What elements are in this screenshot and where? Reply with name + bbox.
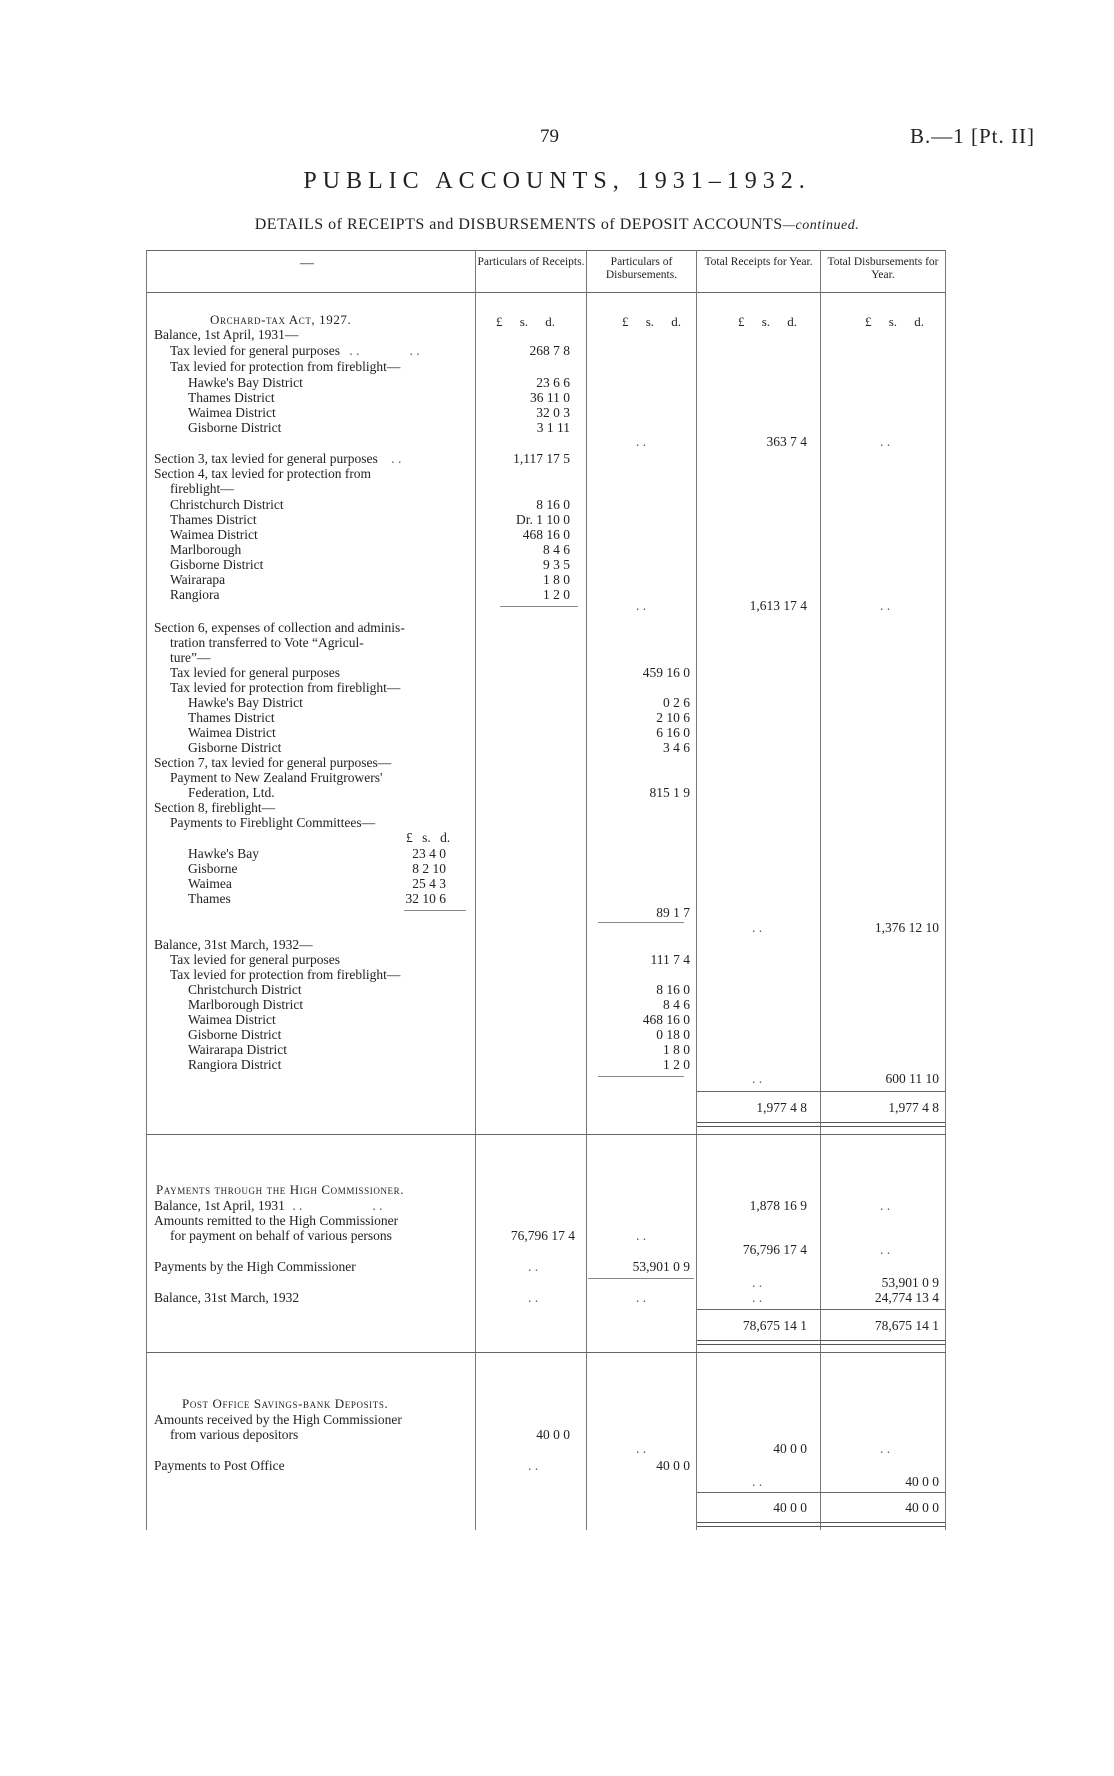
committee-2-amt: 25 4 3 [412,876,446,891]
orchard-d1-3-amt: 3 1 11 [536,420,570,435]
leader-dots: . . [391,451,402,466]
rule-top [146,250,946,251]
hc-balance-open-label: Balance, 1st April, 1931 [154,1198,285,1213]
orchard-s3-amt: 1,117 17 5 [513,451,570,466]
leader-dots: . . [880,1198,891,1213]
leader-dots: . . [752,1275,763,1290]
hc-remit-amt: 76,796 17 4 [510,1228,575,1243]
section-heading-orchard [210,312,351,328]
orchard-d4-2-amt: 468 16 0 [642,1012,690,1027]
orchard-total-1: 363 7 4 [766,434,807,449]
posb-recv-total: 40 0 0 [773,1441,807,1456]
hc-grand-disb: 78,675 14 1 [874,1318,939,1333]
orchard-d2-2: Waimea District [170,527,258,542]
committee-3: Thames [188,891,231,906]
orchard-tax-general [170,343,420,358]
col-total-receipts-head: Total Receipts for Year. [704,256,813,268]
orchard-close-general: Tax levied for general purposes [170,952,340,967]
orchard-d2-6-amt: 1 2 0 [543,587,570,602]
orchard-s3-label: Section 3, tax levied for general purposes [154,451,378,466]
leader-dots: . . [752,920,763,935]
posb-recv-amt: 40 0 0 [536,1427,570,1442]
orchard-d2-3: Marlborough [170,542,242,557]
page-subtitle [0,216,1114,234]
grand-total-rule [697,1492,945,1493]
leader-dots: . . [636,598,647,613]
orchard-close-general-amt: 111 7 4 [650,952,690,967]
grand-total-double-rule [697,1522,945,1527]
posb-recv-b: from various depositors [170,1427,299,1442]
orchard-d4-1: Marlborough District [188,997,304,1012]
orchard-d3-1: Thames District [188,710,275,725]
orchard-s8-b: Payments to Fireblight Committees— [170,815,376,830]
rule-header [146,292,946,293]
leader-dots: . . [752,1474,763,1489]
orchard-tax-fire: Tax levied for protection from fireblight— [170,359,401,374]
subtitle-continued: —continued. [782,218,860,233]
orchard-d4-3: Gisborne District [188,1027,282,1042]
unit-disb: £ s. d. [622,314,682,329]
grand-total-double-rule [697,1122,945,1127]
unit-total-receipts: £ s. d. [738,314,798,329]
orchard-s6-c: ture”— [170,650,211,665]
orchard-d3-0: Hawke's Bay District [188,695,303,710]
orchard-d2-6: Rangiora [170,587,220,602]
orchard-s7-a: Section 7, tax levied for general purposes— [154,755,392,770]
orchard-s8-total: 89 1 7 [656,905,690,920]
grand-total-double-rule [697,1340,945,1345]
document-reference: B.—1 [Pt. II] [910,124,1035,148]
orchard-balance-close: Balance, 31st March, 1932— [154,937,313,952]
unit-receipts: £ s. d. [496,314,556,329]
subtotal-rule [598,1076,684,1077]
leader-dots: . . [880,434,891,449]
leader-dots: . . [880,598,891,613]
orchard-d1-2-amt: 32 0 3 [536,405,570,420]
orchard-close-fire: Tax levied for protection from fireblight— [170,967,401,982]
hc-paid: Payments by the High Commissioner [154,1259,356,1274]
col-total-disb-head: Total Disbursements for Year. [827,256,939,281]
orchard-d2-1-amt: Dr. 1 10 0 [516,512,570,527]
orchard-d3-0-amt: 0 2 6 [663,695,690,710]
orchard-d2-5-amt: 1 8 0 [543,572,570,587]
col-receipts-head: Particulars of Receipts. [477,256,585,268]
page-number: 79 [540,126,559,147]
posb-paid-amt: 40 0 0 [656,1458,690,1473]
orchard-s6-b: tration transferred to Vote “Agricul- [170,635,364,650]
leader-dots: . . [528,1290,539,1305]
hc-grand-receipts: 78,675 14 1 [742,1318,807,1333]
hc-balance-open [154,1198,382,1213]
orchard-d4-5: Rangiora District [188,1057,282,1072]
subtotal-rule [500,606,578,607]
orchard-tax-general-amt: 268 7 8 [529,343,570,358]
grand-total-rule [697,1309,945,1310]
col-disb-head: Particulars of Disbursements. [605,256,678,281]
committee-1: Gisborne [188,861,238,876]
orchard-d2-4: Gisborne District [170,557,264,572]
leader-dots: . . [880,1242,891,1257]
rule-left [146,250,147,1530]
orchard-s7-c: Federation, Ltd. [188,785,275,800]
leader-dots: . . [880,1441,891,1456]
committee-0-amt: 23 4 0 [412,846,446,861]
orchard-d2-1: Thames District [170,512,257,527]
posb-paid-total: 40 0 0 [905,1474,939,1489]
section-heading-hc-text: Payments through the High Commissioner. [156,1182,405,1197]
hc-remit-a: Amounts remitted to the High Commissioner [154,1213,399,1228]
orchard-d2-3-amt: 8 4 6 [543,542,570,557]
orchard-d2-4-amt: 9 3 5 [543,557,570,572]
orchard-d1-1-amt: 36 11 0 [530,390,570,405]
orchard-d4-4: Wairarapa District [188,1042,287,1057]
hc-remit-total: 76,796 17 4 [742,1242,807,1257]
leader-dots: . . [409,343,420,358]
orchard-d1-0-amt: 23 6 6 [536,375,570,390]
leader-dots: . . [752,1290,763,1305]
orchard-d1-0: Hawke's Bay District [188,375,303,390]
orchard-d3-1-amt: 2 10 6 [656,710,690,725]
committee-3-amt: 32 10 6 [405,891,446,906]
hc-paid-amt: 53,901 0 9 [632,1259,690,1274]
rule-col4 [820,250,821,1530]
committee-rule [404,910,466,911]
orchard-d4-3-amt: 0 18 0 [656,1027,690,1042]
orchard-total-3: 1,376 12 10 [874,920,939,935]
leader-dots: . . [636,434,647,449]
orchard-s4-b: fireblight— [170,481,234,496]
orchard-d4-5-amt: 1 2 0 [663,1057,690,1072]
orchard-d3-2-amt: 6 16 0 [656,725,690,740]
subtotal-rule [598,922,684,923]
orchard-d2-2-amt: 468 16 0 [522,527,570,542]
orchard-d1-1: Thames District [188,390,275,405]
orchard-total-4: 600 11 10 [885,1071,939,1086]
orchard-d4-0: Christchurch District [188,982,302,997]
orchard-s6-general-amt: 459 16 0 [642,665,690,680]
subtitle-text: DETAILS of RECEIPTS and DISBURSEMENTS of DEPOSIT ACCOUNTS [254,216,783,233]
orchard-d4-0-amt: 8 16 0 [656,982,690,997]
orchard-grand-receipts: 1,977 4 8 [756,1100,807,1115]
orchard-s4-a: Section 4, tax levied for protection from [154,466,372,481]
section-heading-hc [156,1182,404,1198]
leader-dots: . . [528,1259,539,1274]
leader-dots: . . [636,1290,647,1305]
orchard-s8-a: Section 8, fireblight— [154,800,276,815]
rule-right [945,250,946,1530]
rule-col2 [586,250,587,1530]
orchard-d3-3: Gisborne District [188,740,282,755]
leader-dots: . . [292,1198,303,1213]
posb-grand-disb: 40 0 0 [905,1500,939,1515]
committee-2: Waimea [188,876,232,891]
orchard-grand-disb: 1,977 4 8 [888,1100,939,1115]
orchard-d2-0: Christchurch District [170,497,284,512]
page-title: PUBLIC ACCOUNTS, 1931–1932. [303,168,811,194]
orchard-d4-2: Waimea District [188,1012,276,1027]
grand-total-rule [697,1091,945,1092]
subtotal-rule [588,1278,694,1279]
orchard-s6-fire: Tax levied for protection from fireblight— [170,680,401,695]
orchard-total-2: 1,613 17 4 [749,598,807,613]
hc-balance-close-amt: 24,774 13 4 [874,1290,939,1305]
hc-balance-open-amt: 1,878 16 9 [749,1198,807,1213]
leader-dots: . . [752,1071,763,1086]
orchard-d4-4-amt: 1 8 0 [663,1042,690,1057]
orchard-d3-2: Waimea District [188,725,276,740]
orchard-s8-unit: £ s. d. [406,830,451,845]
rule-col3 [696,250,697,1530]
hc-remit-b: for payment on behalf of various persons [170,1228,392,1243]
leader-dots: . . [528,1458,539,1473]
leader-dots: . . [636,1228,647,1243]
section-heading-posb [182,1396,388,1412]
committee-0: Hawke's Bay [188,846,260,861]
orchard-d2-0-amt: 8 16 0 [536,497,570,512]
orchard-balance-open: Balance, 1st April, 1931— [154,327,299,342]
section-heading-orchard-text: Orchard-tax Act, 1927. [210,312,352,327]
col-desc-head: — [300,256,314,271]
committee-1-amt: 8 2 10 [412,861,446,876]
posb-grand-receipts: 40 0 0 [773,1500,807,1515]
section-heading-posb-text: Post Office Savings-bank Deposits. [182,1396,389,1411]
orchard-s6-general: Tax levied for general purposes [170,665,340,680]
orchard-s6-a: Section 6, expenses of collection and adminis- [154,620,405,635]
hc-balance-close: Balance, 31st March, 1932 [154,1290,300,1305]
orchard-s3 [154,451,401,466]
leader-dots: . . [349,343,360,358]
posb-paid: Payments to Post Office [154,1458,285,1473]
posb-recv-a: Amounts received by the High Commissioner [154,1412,402,1427]
leader-dots: . . [636,1441,647,1456]
section-divider [146,1352,946,1353]
section-divider [146,1134,946,1135]
hc-paid-total: 53,901 0 9 [881,1275,939,1290]
rule-col1 [475,250,476,1530]
orchard-d1-2: Waimea District [188,405,276,420]
orchard-s7-b: Payment to New Zealand Fruitgrowers' [170,770,383,785]
orchard-s7-amt: 815 1 9 [649,785,690,800]
orchard-d2-5: Wairarapa [170,572,226,587]
orchard-d4-1-amt: 8 4 6 [663,997,690,1012]
orchard-tax-general-label: Tax levied for general purposes [170,343,340,358]
leader-dots: . . [372,1198,383,1213]
unit-total-disb: £ s. d. [865,314,925,329]
orchard-d1-3: Gisborne District [188,420,282,435]
orchard-d3-3-amt: 3 4 6 [663,740,690,755]
